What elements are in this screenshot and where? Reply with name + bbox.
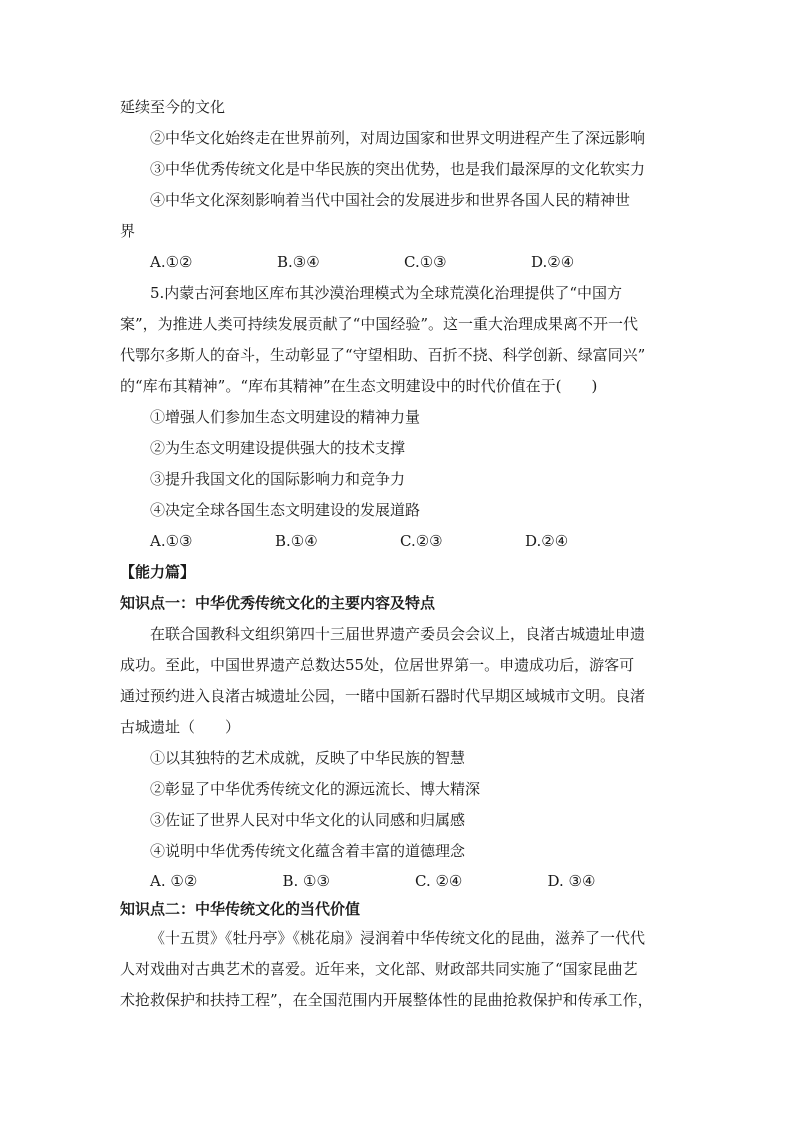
kp1-item-1: ①以其独特的艺术成就，反映了中华民族的智慧 (150, 749, 466, 767)
q4-item-2: ②中华文化始终走在世界前列，对周边国家和世界文明进程产生了深远影响 (150, 129, 646, 147)
kp1-title: 知识点一：中华优秀传统文化的主要内容及特点 (120, 594, 436, 612)
q4-options (120, 247, 680, 278)
q5-option-a[interactable]: A.①③ (150, 532, 193, 550)
kp1-stem-line-4: 古城遗址（ ） (120, 718, 241, 736)
kp1-stem-line-3: 通过预约进入良渚古城遗址公园，一睹中国新石器时代早期区域城市文明。良渚 (120, 687, 646, 705)
kp1-option-c[interactable]: C. ②④ (415, 872, 463, 890)
q4-item-3: ③中华优秀传统文化是中华民族的突出优势，也是我们最深厚的文化软实力 (150, 160, 646, 178)
kp1-option-b[interactable]: B. ①③ (282, 872, 330, 890)
q4-continuation: 延续至今的文化 (120, 98, 226, 116)
kp2-stem-line-1: 《十五贯》《牡丹亭》《桃花扇》浸润着中华传统文化的昆曲，滋养了一代代 (150, 929, 646, 947)
q5-item-4: ④决定全球各国生态文明建设的发展道路 (150, 501, 421, 519)
section-title: 【能力篇】 (120, 563, 196, 581)
q4-item-4: ④中华文化深刻影响着当代中国社会的发展进步和世界各国人民的精神世 (150, 191, 631, 209)
kp1-options (120, 867, 680, 895)
q5-stem-line-3: 代鄂尔多斯人的奋斗，生动彰显了“守望相助、百折不挠、科学创新、绿富同兴” (120, 346, 646, 364)
kp1-item-2: ②彰显了中华优秀传统文化的源远流长、博大精深 (150, 780, 481, 798)
kp1-item-4: ④说明中华优秀传统文化蕴含着丰富的道德理念 (150, 842, 466, 860)
q5-stem-line-1: 5.内蒙古河套地区库布其沙漠治理模式为全球荒漠化治理提供了“中国方 (150, 284, 622, 302)
q4-option-d[interactable]: D.②④ (531, 253, 575, 271)
q5-option-b[interactable]: B.①④ (275, 532, 318, 550)
q4-option-c[interactable]: C.①③ (404, 253, 447, 271)
q5-item-1: ①增强人们参加生态文明建设的精神力量 (150, 408, 421, 426)
kp2-stem-line-2: 人对戏曲对古典艺术的喜爱。近年来，文化部、财政部共同实施了“国家昆曲艺 (120, 960, 638, 978)
q5-stem-line-2: 案”，为推进人类可持续发展贡献了“中国经验”。这一重大治理成果离不开一代 (120, 315, 639, 333)
q4-option-a[interactable]: A.①② (150, 253, 193, 271)
q5-item-3: ③提升我国文化的国际影响力和竞争力 (150, 470, 406, 488)
kp2-title: 知识点二：中华传统文化的当代价值 (120, 900, 361, 918)
q5-option-c[interactable]: C.②③ (400, 532, 443, 550)
q5-options (120, 526, 680, 557)
kp2-stem-line-3: 术抢救保护和扶持工程”，在全国范围内开展整体性的昆曲抢救保护和传承工作， (120, 991, 653, 1009)
q4-item-4-wrap: 界 (120, 222, 136, 240)
q5-option-d[interactable]: D.②④ (525, 532, 569, 550)
document-content (120, 92, 680, 1016)
kp1-stem-line-1: 在联合国教科文组织第四十三届世界遗产委员会会议上，良渚古城遗址申遗 (150, 625, 646, 643)
kp1-stem-line-2: 成功。至此，中国世界遗产总数达55处，位居世界第一。申遗成功后，游客可 (120, 656, 635, 674)
q5-item-2: ②为生态文明建设提供强大的技术支撑 (150, 439, 406, 457)
kp1-option-d[interactable]: D. ③④ (547, 872, 596, 890)
kp1-item-3: ③佐证了世界人民对中华文化的认同感和归属感 (150, 811, 466, 829)
q4-option-b[interactable]: B.③④ (277, 253, 320, 271)
kp1-option-a[interactable]: A. ①② (150, 872, 198, 890)
q5-stem-line-4: 的“库布其精神”。“库布其精神”在生态文明建设中的时代价值在于( ) (120, 377, 598, 395)
